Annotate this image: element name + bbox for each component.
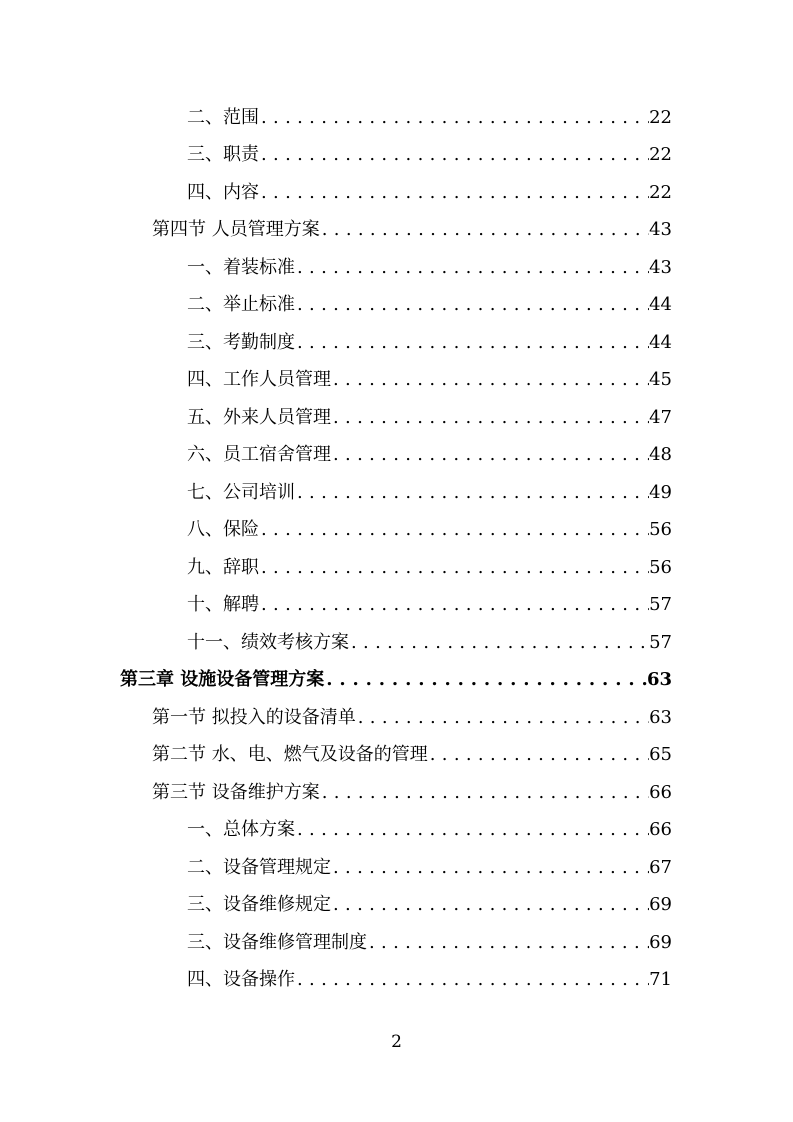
toc-dot-leader: [295, 818, 649, 842]
toc-entry[interactable]: [187, 181, 672, 205]
toc-dot-leader: [259, 106, 649, 130]
toc-entry[interactable]: [187, 293, 672, 317]
toc-entry-title: 第三章 设施设备管理方案: [120, 669, 325, 690]
toc-entry-title: 六、员工宿舍管理: [187, 444, 331, 465]
toc-entry-title: 三、设备维修管理制度: [187, 932, 367, 953]
toc-entry-chapter[interactable]: [120, 668, 672, 692]
toc-entry-page: 66: [649, 782, 672, 803]
toc-entry[interactable]: [152, 706, 672, 730]
toc-entry[interactable]: [187, 593, 672, 617]
toc-entry[interactable]: [187, 331, 672, 355]
toc-entry-page: 22: [649, 144, 672, 165]
toc-entry-title: 一、着装标准: [187, 257, 295, 278]
toc-dot-leader: [428, 743, 649, 767]
toc-entry[interactable]: [187, 106, 672, 130]
toc-entry[interactable]: [187, 556, 672, 580]
toc-entry-page: 43: [649, 257, 672, 278]
toc-entry-page: 56: [649, 519, 672, 540]
toc-entry[interactable]: [152, 743, 672, 767]
toc-dot-leader: [259, 593, 649, 617]
toc-entry-page: 57: [649, 594, 672, 615]
toc-entry-title: 第三节 设备维护方案: [152, 782, 320, 803]
toc-entry-page: 69: [649, 932, 672, 953]
toc-entry[interactable]: [187, 631, 672, 655]
toc-dot-leader: [324, 668, 647, 692]
toc-entry[interactable]: [187, 931, 672, 955]
toc-entry-page: 44: [649, 294, 672, 315]
toc-entry-page: 63: [649, 707, 672, 728]
toc-entry-page: 22: [649, 182, 672, 203]
toc-entry-page: 65: [649, 744, 672, 765]
toc-entry-title: 十一、绩效考核方案: [187, 632, 349, 653]
toc-entry[interactable]: [187, 406, 672, 430]
toc-entry-page: 43: [649, 219, 672, 240]
toc-entry-title: 二、范围: [187, 107, 259, 128]
toc-entry-title: 四、工作人员管理: [187, 369, 331, 390]
toc-dot-leader: [295, 331, 649, 355]
toc-dot-leader: [320, 781, 649, 805]
toc-entry[interactable]: [187, 856, 672, 880]
toc-entry-title: 五、外来人员管理: [187, 407, 331, 428]
toc-entry[interactable]: [152, 218, 672, 242]
toc-entry[interactable]: [152, 781, 672, 805]
toc-entry-title: 第一节 拟投入的设备清单: [152, 707, 356, 728]
toc-entry[interactable]: [187, 893, 672, 917]
toc-entry-page: 63: [646, 669, 672, 690]
toc-entry-title: 四、设备操作: [187, 969, 295, 990]
toc-entry-page: 67: [649, 857, 672, 878]
toc-entry-title: 二、举止标准: [187, 294, 295, 315]
toc-entry-title: 七、公司培训: [187, 482, 295, 503]
toc-entry-page: 69: [649, 894, 672, 915]
toc-entry-page: 22: [649, 107, 672, 128]
toc-entry[interactable]: [187, 368, 672, 392]
toc-entry-page: 57: [649, 632, 672, 653]
toc-dot-leader: [259, 556, 649, 580]
toc-dot-leader: [356, 706, 649, 730]
toc-entry-page: 56: [649, 557, 672, 578]
toc-entry-title: 三、设备维修规定: [187, 894, 331, 915]
toc-dot-leader: [259, 181, 649, 205]
toc-entry-title: 第二节 水、电、燃气及设备的管理: [152, 744, 428, 765]
toc-dot-leader: [295, 293, 649, 317]
toc-dot-leader: [295, 968, 649, 992]
toc-dot-leader: [331, 893, 649, 917]
toc-entry-title: 八、保险: [187, 519, 259, 540]
toc-dot-leader: [331, 443, 649, 467]
toc-entry[interactable]: [187, 518, 672, 542]
toc-entry[interactable]: [187, 443, 672, 467]
toc-entry-title: 二、设备管理规定: [187, 857, 331, 878]
toc-entry-page: 49: [649, 482, 672, 503]
toc-entry-title: 第四节 人员管理方案: [152, 219, 320, 240]
toc-entry-page: 71: [649, 969, 672, 990]
toc-dot-leader: [349, 631, 649, 655]
toc-dot-leader: [367, 931, 649, 955]
toc-entry-title: 三、职责: [187, 144, 259, 165]
toc-entry[interactable]: [187, 481, 672, 505]
toc-dot-leader: [295, 256, 649, 280]
toc-entry-page: 48: [649, 444, 672, 465]
toc-entry-title: 一、总体方案: [187, 819, 295, 840]
toc-entry-page: 66: [649, 819, 672, 840]
toc-dot-leader: [295, 481, 649, 505]
toc-entry-page: 44: [649, 332, 672, 353]
toc-dot-leader: [320, 218, 649, 242]
toc-entry[interactable]: [187, 256, 672, 280]
toc-entry-title: 十、解聘: [187, 594, 259, 615]
toc-entry[interactable]: [187, 968, 672, 992]
page-number: 2: [391, 1032, 402, 1052]
toc-dot-leader: [331, 856, 649, 880]
toc-entry-title: 三、考勤制度: [187, 332, 295, 353]
toc-entry-page: 45: [649, 369, 672, 390]
toc-entry[interactable]: [187, 143, 672, 167]
toc-entry-page: 47: [649, 407, 672, 428]
toc-entry-title: 九、辞职: [187, 557, 259, 578]
toc-dot-leader: [331, 406, 649, 430]
toc-entry-title: 四、内容: [187, 182, 259, 203]
toc-entry[interactable]: [187, 818, 672, 842]
toc-dot-leader: [259, 518, 649, 542]
toc-dot-leader: [331, 368, 649, 392]
toc-dot-leader: [259, 143, 649, 167]
